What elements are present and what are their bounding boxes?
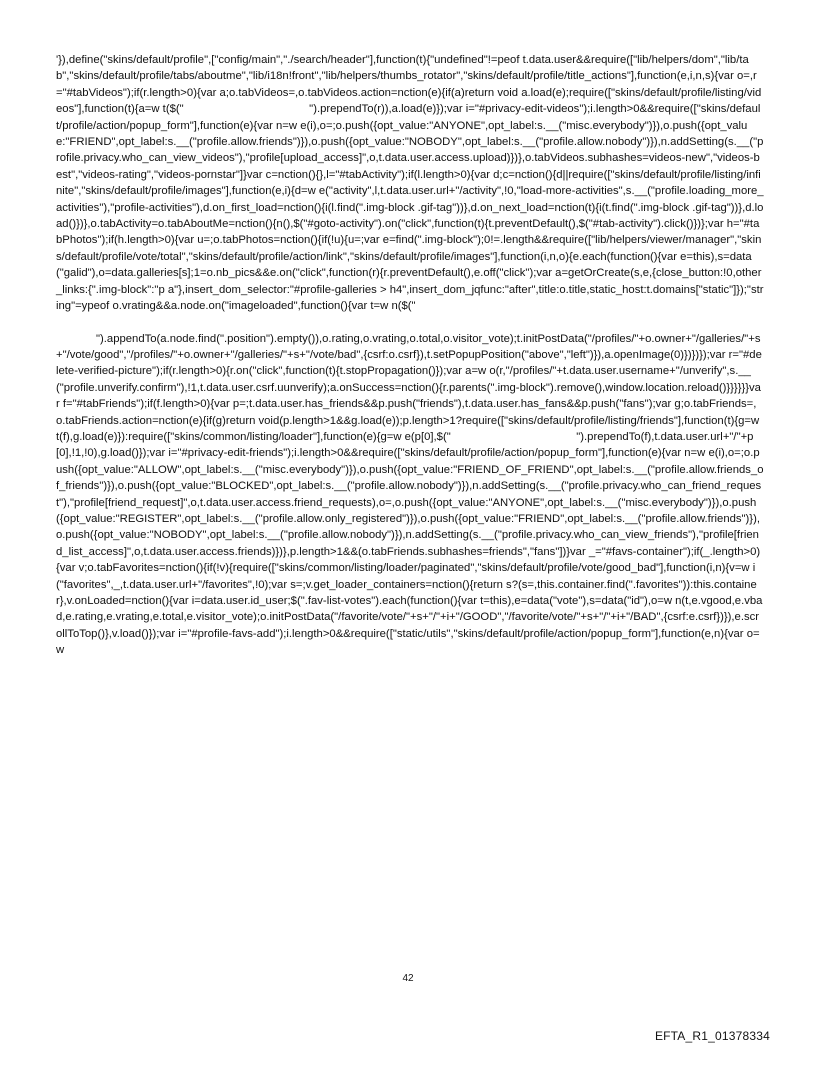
bates-number: EFTA_R1_01378334 [654, 1029, 770, 1043]
code-paragraph-1: '}),define("skins/default/profile",["config/main","./search/header"],function(t){"undefined"!=peof t.data.user&&require(["lib/helpers/dom","lib/tab","skins/default/profile/tabs/aboutme","lib/i18n!front","lib/helpers/thumbs_rotator","skins/default/profile/title_actions"],function(e,i,n,s){var o=,r="#tabVideos");if(r.length>0){var a;o.tabVideos=,o.tabVideos.action=nction(e){if(a)return void a.load(e);require(["skins/default/profile/listing/videos"],function(t){a=w t($(" ").prependTo(r)),a.load(e)});var i="#privacy-edit-videos");i.length>0&&require(["skins/default/profile/action/popup_form"],function(e){var n=w e(i),o=;o.push({opt_value:"ANYONE",opt_label:s.__("misc.everybody")}),o.push({opt_value:"FRIEND",opt_label:s.__("profile.allow.friends")}),o.push({opt_value:"NOBODY",opt_label:s.__("profile.allow.nobody")}),n.addSetting(s.__("profile.privacy.who_can_view_videos"),"profile[upload_access]",o,t.data.user.access.upload)})},o.tabVideos.subhashes=videos-new","videos-best","videos-rating","videos-pornstar"]}var c=nction(){},l="#tabActivity");if(l.length>0){var d;c=nction(){d||require(["skins/default/profile/listing/infinite","skins/default/profile/images"],function(e,i){d=w e("activity",l,t.data.user.url+"/activity",!0,"load-more-activities",s.__("profile.loading_more_activities"),"profile-activities"),d.on_first_load=nction(){i(l.find(".img-block .gif-tag"))},d.on_next_load=nction(t){i(t.find(".img-block .gif-tag"))},d.load()})},o.tabActivity=o.tabAboutMe=nction(){n(),$("#goto-activity").on("click",function(t){t.preventDefault(),$("#tab-activity").click()})};var h="#tabPhotos");if(h.length>0){var u=;o.tabPhotos=nction(){if(!u){u=;var e=find(".img-block");0!=.length&&require(["lib/helpers/viewer/manager","skins/default/profile/vote/total","skins/default/profile/action/link","skins/default/profile/images"],function(i,n,o){e.each(function(){var e=this),s=data("galid"),o=data.galleries[s];1=o.nb_pics&&e.on("click",function(r){r.preventDefault(),e.off("click");var a=getOrCreate(s,e,{close_button:!0,other_links:{".img-block":"p a"},insert_dom_selector:"#profile-galleries > h4",insert_dom_jqfunc:"after",title:o.title,static_host:t.domains["static"]});"string"=ypeof o.vrating&&a.node.on("imageloaded",function(){var t=w n($(" [56, 54, 764, 313]
paragraph-spacer [56, 315, 764, 331]
code-paragraph-2: ").appendTo(a.node.find(".position").empty()),o.rating,o.vrating,o.total,o.visitor_vote);t.initPostData("/profiles/"+o.owner+"/galleries/"+s+"/vote/good","/profiles/"+o.owner+"/galleries/"+s+"/vote/bad",{csrf:o.csrf}),t.setPopupPosition("above","left")}),a.openImage(0)})})});var r="#delete-verified-picture");if(r.length>0){r.on("click",function(t){t.stopPropagation()});var a=w o(r,"/profiles/"+t.data.user.username+"/unverify",s.__("profile.unverify.confirm"),!1,t.data.user.csrf.uunverify);a.onSuccess=nction(){r.parents(".img-block").remove(),window.location.reload()}}}}}}var f="#tabFriends");if(f.length>0){var p=;t.data.user.has_friends&&p.push("friends"),t.data.user.has_fans&&p.push("fans");var g;o.tabFriends=,o.tabFriends.action=nction(e){if(g)return void(p.length>1&&g.load(e));p.length>1?require(["skins/default/profile/listing/friends"],function(t){g=w t(f),g.load(e)}):require(["skins/common/listing/loader"],function(e){g=w e(p[0],$(" ").prependTo(f),t.data.user.url+"/"+p[0],!1,!0),g.load()});var i="#privacy-edit-friends");i.length>0&&require(["skins/default/profile/action/popup_form"],function(e){var n=w e(i),o=;o.push({opt_value:"ALLOW",opt_label:s.__("misc.everybody")}),o.push({opt_value:"FRIEND_OF_FRIEND",opt_label:s.__("profile.allow.friends_of_friends")}),o.push({opt_value:"BLOCKED",opt_label:s.__("profile.allow.nobody")}),n.addSetting(s.__("profile.privacy.who_can_friend_request"),"profile[friend_request]",o,t.data.user.access.friend_requests),o=,o.push({opt_value:"ANYONE",opt_label:s.__("misc.everybody")}),o.push({opt_value:"REGISTER",opt_label:s.__("profile.allow.only_registered")}),o.push({opt_value:"FRIEND",opt_label:s.__("profile.allow.friends")}),o.push({opt_value:"NOBODY",opt_label:s.__("profile.allow.nobody")}),n.addSetting(s.__("profile.privacy.who_can_view_friends"),"profile[friend_list_access]",o,t.data.user.access.friends)})},p.length>1&&(o.tabFriends.subhashes=friends","fans"])}var _="#favs-container");if(_.length>0){var v;o.tabFavorites=nction(){if(!v){require(["skins/common/listing/loader/paginated","skins/default/profile/vote/good_bad"],function(i,n){v=w i("favorites",_,t.data.user.url+"/favorites",!0);var s=;v.get_loader_containers=nction(){return s?(s=,this.container.find(".favorites")):this.container},v.onLoaded=nction(){var i=data.user.id_user;$(".fav-list-votes").each(function(){var t=this),e=data("vote"),s=data("id"),o=w n(t,e.vgood,e.vbad,e.rating,e.vrating,e.total,e.visitor_vote);o.initPostData("/favorite/vote/"+s+"/"+i+"/GOOD","/favorite/vote/"+s+"/"+i+"/BAD",{csrf:e.csrf})}),e.scrollToTop()},v.load()});var i="#profile-favs-add");i.length>0&&require(["static/utils","skins/default/profile/action/popup_form"],function(e,n){var o=w [56, 332, 764, 657]
page-number: 42 [402, 973, 414, 984]
code-text-body [56, 52, 764, 659]
